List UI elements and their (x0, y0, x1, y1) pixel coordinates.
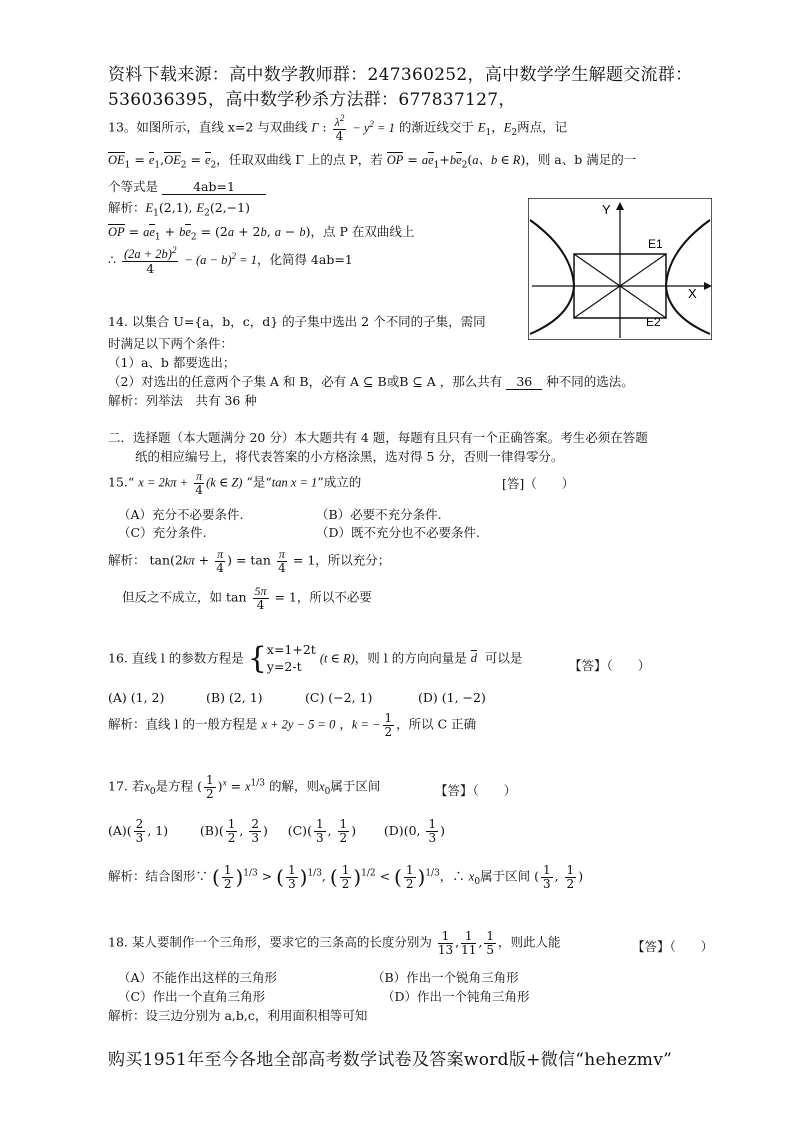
q14-answer-blank: 36 (506, 374, 542, 390)
q17-option-a: (A)( $\frac{2}{3}$ , 1) (108, 817, 169, 845)
q14-line-2: 时满足以下两个条件： (108, 336, 234, 351)
q15-answer-box: [答]（ ） (502, 476, 575, 491)
q18-stem: 18. 某人要制作一个三角形，要求它的三条高的长度分别为 $\frac{1}{13}$ , $\frac{1}{11}$ , $\frac{1}{5}$ ，则此人能 (108, 929, 561, 957)
q14-line-1: 14. 以集合 U={a，b，c，d} 的子集中选出 2 个不同的子集，需同 (108, 314, 486, 329)
q16-solution: 解析：直线 l 的一般方程是 x + 2y − 5 = 0 ，k = − $\frac{1}{2}$ ，所以 C 正确 (108, 711, 477, 739)
q15-option-a: （A）充分不必要条件. (118, 507, 244, 522)
q15-stem: 15.“ x = 2kπ + $\frac{\pi}{4}$ (k ∈ Z) ”是“tan x = 1”成立的 (108, 469, 362, 497)
q13-line-2: $OE_1 = e_1,OE_2 = e_2$，任取双曲线 Γ 上的点 P，若 OP = $ae_1+be_2(a$、b ∈ R)，则 a、b 满足的一 (108, 152, 637, 171)
q18-option-c: （C）作出一个直角三角形 (118, 989, 266, 1004)
q13-answer-blank: 4ab=1 (162, 179, 266, 195)
q17-stem: 17. 若$x_0$是方程 ( $\frac{1}{2}$ )$^x = x^{1/3}$ 的解，则$x_0$属于区间 (108, 773, 381, 801)
q14-solution: 解析：列举法 共有 36 种 (108, 393, 257, 408)
q16-option-b: (B) (2, 1) (206, 690, 263, 705)
q15-option-b: （B）必要不充分条件. (316, 507, 442, 522)
q18-answer-box: 【答】（ ） (632, 939, 714, 954)
q16-option-c: (C) (−2, 1) (305, 690, 373, 705)
q13-line-3: 个等式是 4ab=1 (108, 177, 266, 195)
q13-solution-line-3: ∴ $\frac{(2a + 2b)^2}{4}$ − $(a - b)^2 = 1$，化简得 4ab=1 (108, 245, 353, 277)
q16-option-a: (A) (1, 2) (108, 690, 165, 705)
q18-solution: 解析：设三边分别为 a,b,c，利用面积相等可知 (108, 1008, 368, 1023)
q16-stem: 16. 直线 l 的参数方程是 { x=1+2t y=2-t (t ∈ R)，则 l 的方向向量是 d 可以是 (108, 640, 523, 676)
q13-line-1: 13。如图所示，直线 x=2 与双曲线 Γ : $\frac{\lambda^2}{4}$ − $y^2 = 1$ 的渐近线交于 $E_1$，$E_2$两点，记 (108, 113, 568, 143)
section2-line-1: 二．选择题（本大题满分 20 分）本大题共有 4 题，每题有且只有一个正确答案。考生必须在答题 (108, 430, 648, 445)
hyperbola-figure (528, 198, 712, 340)
q15-option-c: （C）充分条件. (118, 525, 207, 540)
q13-solution-line-2: OP = $ae_1 + be_2 = (2a + 2b$, a − b)，点 P 在双曲线上 (108, 224, 415, 243)
q17-option-b: (B)( $\frac{1}{2}$ , $\frac{2}{3}$ ) (199, 817, 268, 845)
q15-solution-2: 但反之不成立，如 tan $\frac{5\pi}{4}$ = 1，所以不必要 (122, 584, 372, 612)
q14-condition-2: （2）对选出的任意两个子集 A 和 B，必有 A ⊆ B或B ⊆ A ，那么共有 36 种不同的选法。 (108, 374, 634, 389)
y-axis-label: Y (602, 202, 611, 217)
q18-option-d: （D）作出一个钝角三角形 (382, 989, 530, 1004)
q15-option-d: （D）既不充分也不必要条件. (316, 525, 480, 540)
header-line-1: 资料下载来源：高中数学教师群：247360252，高中数学学生解题交流群： (108, 65, 693, 85)
header-line-2: 536036395，高中数学秒杀方法群：677837127， (108, 90, 516, 110)
q16-option-d: (D) (1, −2) (418, 690, 486, 705)
q16-answer-box: 【答】（ ） (569, 658, 651, 673)
q17-option-c: (C)( $\frac{1}{3}$ , $\frac{1}{2}$ ) (287, 817, 357, 845)
q17-answer-box: 【答】（ ） (435, 783, 517, 798)
e1-label: E1 (648, 237, 663, 251)
e2-label: E2 (646, 315, 661, 329)
q15-solution-1: 解析： tan(2kπ + $\frac{\pi}{4}$ ) = tan $\frac{\pi}{4}$ = 1，所以充分； (108, 547, 391, 575)
section2-line-2: 纸的相应编号上，将代表答案的小方格涂黑，选对得 5 分，否则一律得零分。 (135, 449, 564, 464)
x-axis-label: X (688, 286, 697, 301)
footer-text: 购买1951年至今各地全部高考数学试卷及答案word版+微信“hehezmv” (108, 1050, 673, 1070)
q17-options (108, 818, 445, 844)
q17-option-d: (D)(0, $\frac{1}{3}$ ) (383, 817, 445, 845)
q18-option-a: （A）不能作出这样的三角形 (118, 970, 278, 985)
q17-solution: 解析：结合图形∵ ( $\frac{1}{2}$ )$^{1/3}$ > ( $\frac{1}{3}$ )$^{1/3}$, ( $\frac{1}{2}$ )$^{1/2}$ < ( $\frac{1}{2}$ )$^{1/3}$，∴ $x_0$属于区间 ( $\frac{1}{3}$ , $\frac{1}{2}$ ) (108, 863, 584, 891)
q13-solution-line-1: 解析：$E_1(2,1)$, $E_2(2,-1)$ (108, 200, 250, 219)
q14-condition-1: （1）a、b 都要选出； (108, 355, 236, 370)
q18-option-b: （B）作出一个锐角三角形 (372, 970, 519, 985)
